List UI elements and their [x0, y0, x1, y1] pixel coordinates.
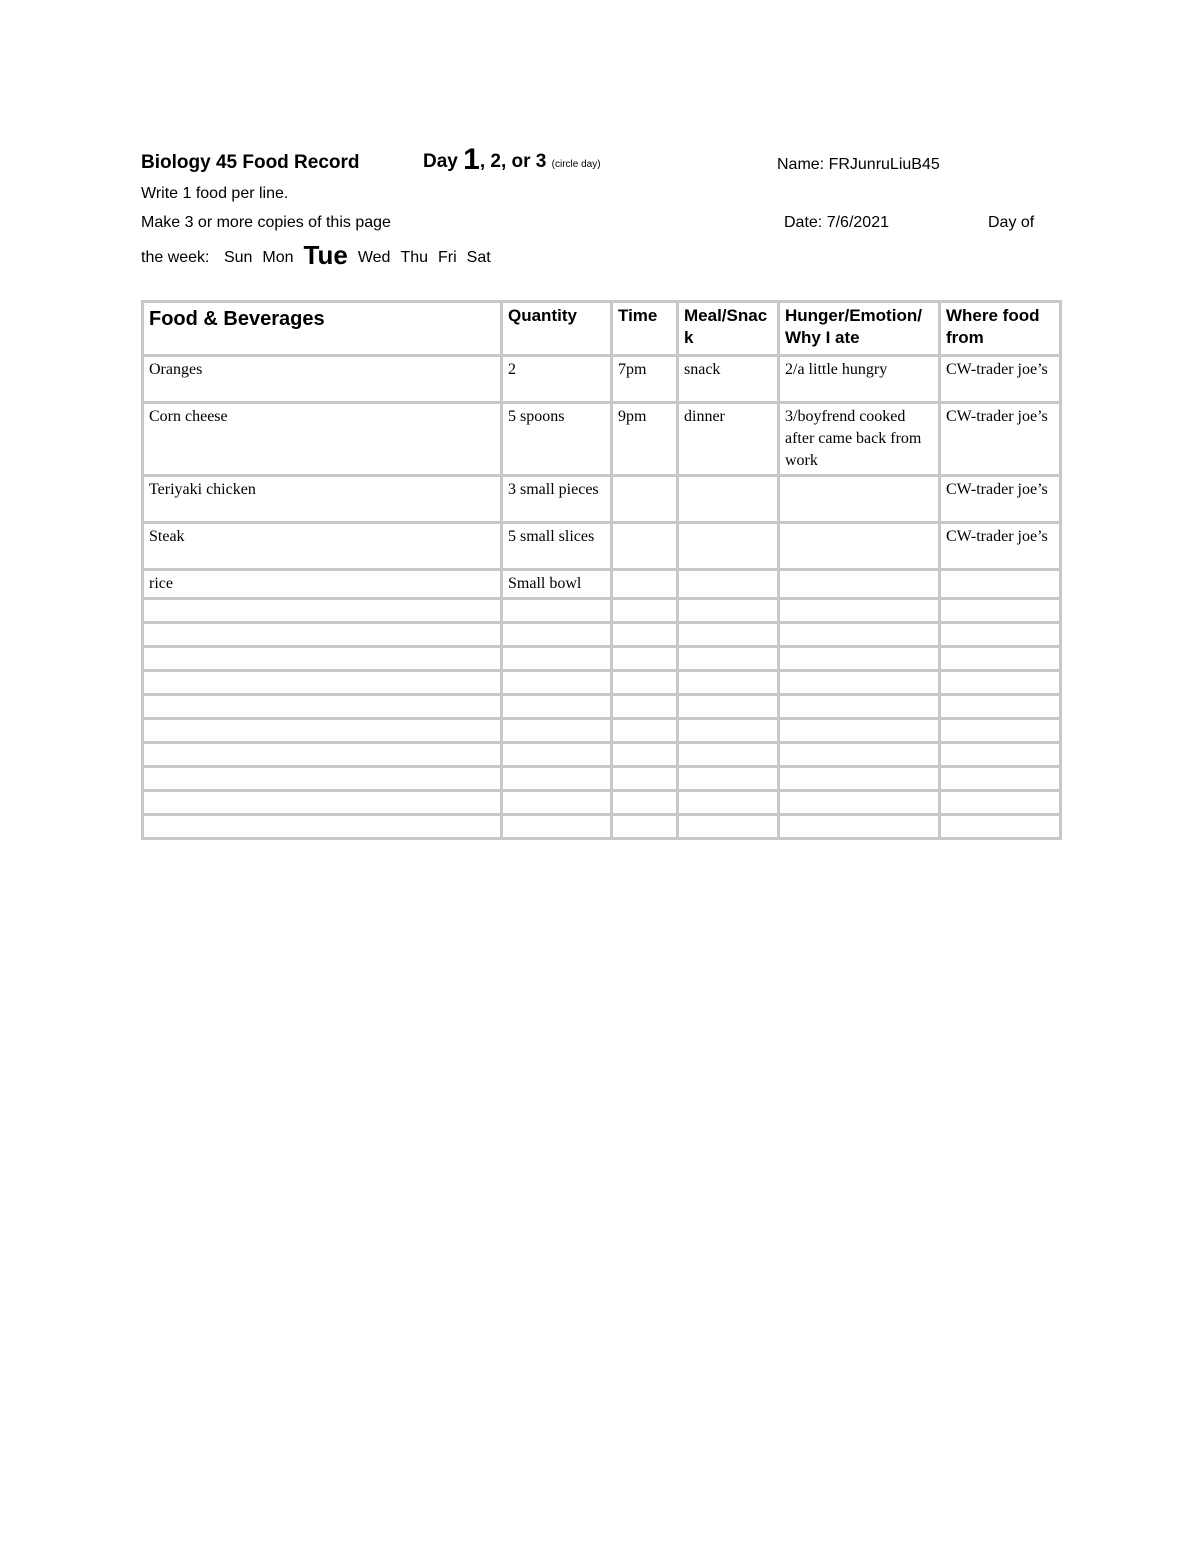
cell-time [612, 719, 678, 743]
week-day-selector [141, 240, 511, 271]
table-header-row [143, 302, 1061, 356]
week-day-thu: Thu [400, 249, 429, 266]
name-line [777, 156, 940, 174]
food-record-table [141, 300, 1062, 840]
cell-time: 9pm [612, 403, 678, 476]
day-label: Day [423, 151, 458, 172]
cell-quantity: 2 [502, 356, 612, 403]
cell-hunger [779, 695, 940, 719]
table-row [143, 403, 1061, 476]
table-row [143, 719, 1061, 743]
cell-food [143, 599, 502, 623]
cell-food: Teriyaki chicken [143, 476, 502, 523]
cell-meal [678, 647, 779, 671]
cell-hunger [779, 570, 940, 599]
table-row [143, 671, 1061, 695]
cell-quantity [502, 767, 612, 791]
day-rest: , 2, or 3 [479, 151, 547, 172]
day-selected: 1 [463, 143, 480, 176]
cell-food [143, 719, 502, 743]
cell-food [143, 671, 502, 695]
cell-hunger [779, 743, 940, 767]
column-header-time: Time [612, 302, 678, 356]
cell-where [940, 743, 1061, 767]
table-row [143, 476, 1061, 523]
date-value: 7/6/2021 [826, 214, 889, 231]
cell-food [143, 767, 502, 791]
table-row [143, 647, 1061, 671]
cell-time [612, 695, 678, 719]
cell-food: Oranges [143, 356, 502, 403]
cell-quantity [502, 815, 612, 839]
table-row [143, 523, 1061, 570]
cell-hunger [779, 523, 940, 570]
cell-food [143, 623, 502, 647]
table-row [143, 356, 1061, 403]
day-of-label: Day of [988, 214, 1035, 231]
cell-meal [678, 743, 779, 767]
cell-meal [678, 476, 779, 523]
cell-time [612, 767, 678, 791]
cell-meal [678, 623, 779, 647]
cell-food: Steak [143, 523, 502, 570]
cell-time [612, 815, 678, 839]
table-row [143, 695, 1061, 719]
column-header-hunger: Hunger/Emotion/ Why I ate [779, 302, 940, 356]
cell-meal [678, 719, 779, 743]
cell-meal [678, 767, 779, 791]
cell-hunger [779, 791, 940, 815]
cell-quantity [502, 623, 612, 647]
cell-where [940, 570, 1061, 599]
cell-meal: dinner [678, 403, 779, 476]
cell-food [143, 815, 502, 839]
cell-quantity: Small bowl [502, 570, 612, 599]
cell-where: CW-trader joe’s [940, 523, 1061, 570]
column-header-where: Where food from [940, 302, 1061, 356]
cell-time [612, 523, 678, 570]
table-row [143, 599, 1061, 623]
cell-meal [678, 570, 779, 599]
day-selector [423, 143, 601, 177]
column-header-quantity: Quantity [502, 302, 612, 356]
table-row [143, 570, 1061, 599]
cell-where [940, 599, 1061, 623]
cell-food [143, 695, 502, 719]
cell-where [940, 815, 1061, 839]
cell-hunger: 3/boyfrend cooked after came back from work [779, 403, 940, 476]
cell-quantity: 3 small pieces [502, 476, 612, 523]
cell-meal [678, 599, 779, 623]
cell-time [612, 623, 678, 647]
cell-food: rice [143, 570, 502, 599]
circle-day-note: (circle day) [551, 159, 601, 170]
cell-quantity [502, 671, 612, 695]
table-row [143, 743, 1061, 767]
cell-where: CW-trader joe’s [940, 403, 1061, 476]
cell-hunger [779, 623, 940, 647]
table-row [143, 791, 1061, 815]
week-day-mon: Mon [262, 249, 294, 266]
name-value: FRJunruLiuB45 [828, 156, 940, 173]
table-row [143, 767, 1061, 791]
cell-time [612, 570, 678, 599]
cell-where [940, 791, 1061, 815]
cell-where [940, 623, 1061, 647]
cell-meal: snack [678, 356, 779, 403]
cell-where [940, 671, 1061, 695]
cell-quantity [502, 695, 612, 719]
date-line [784, 214, 889, 232]
cell-time [612, 791, 678, 815]
cell-where [940, 767, 1061, 791]
cell-hunger [779, 719, 940, 743]
cell-hunger [779, 599, 940, 623]
cell-quantity: 5 spoons [502, 403, 612, 476]
cell-meal [678, 671, 779, 695]
cell-quantity [502, 647, 612, 671]
cell-food: Corn cheese [143, 403, 502, 476]
page-title: Biology 45 Food Record [141, 152, 360, 173]
cell-where [940, 695, 1061, 719]
cell-quantity [502, 791, 612, 815]
cell-quantity [502, 743, 612, 767]
cell-quantity [502, 719, 612, 743]
week-day-sat: Sat [466, 249, 491, 266]
cell-time [612, 671, 678, 695]
cell-food [143, 743, 502, 767]
week-day-sun: Sun [223, 249, 253, 266]
date-label: Date: [784, 214, 823, 231]
instruction-copies: Make 3 or more copies of this page [141, 214, 391, 231]
cell-meal [678, 523, 779, 570]
column-header-meal: Meal/Snac k [678, 302, 779, 356]
column-header-food: Food & Beverages [143, 302, 502, 356]
name-label: Name: [777, 156, 825, 173]
week-day-wed: Wed [357, 249, 391, 266]
cell-time [612, 476, 678, 523]
instruction-one-food: Write 1 food per line. [141, 185, 289, 202]
cell-quantity [502, 599, 612, 623]
cell-hunger: 2/a little hungry [779, 356, 940, 403]
cell-food [143, 791, 502, 815]
week-label: the week: [141, 249, 210, 266]
cell-where [940, 647, 1061, 671]
cell-hunger [779, 767, 940, 791]
cell-time [612, 743, 678, 767]
cell-time [612, 647, 678, 671]
cell-where [940, 719, 1061, 743]
cell-where: CW-trader joe’s [940, 476, 1061, 523]
week-day-tue: Tue [303, 240, 348, 270]
table-row [143, 623, 1061, 647]
cell-food [143, 647, 502, 671]
cell-hunger [779, 671, 940, 695]
week-day-fri: Fri [438, 249, 457, 266]
cell-meal [678, 815, 779, 839]
cell-meal [678, 695, 779, 719]
cell-meal [678, 791, 779, 815]
table-row [143, 815, 1061, 839]
cell-where: CW-trader joe’s [940, 356, 1061, 403]
cell-hunger [779, 815, 940, 839]
cell-quantity: 5 small slices [502, 523, 612, 570]
cell-hunger [779, 476, 940, 523]
week-days [223, 240, 501, 270]
cell-time [612, 599, 678, 623]
cell-time: 7pm [612, 356, 678, 403]
cell-hunger [779, 647, 940, 671]
